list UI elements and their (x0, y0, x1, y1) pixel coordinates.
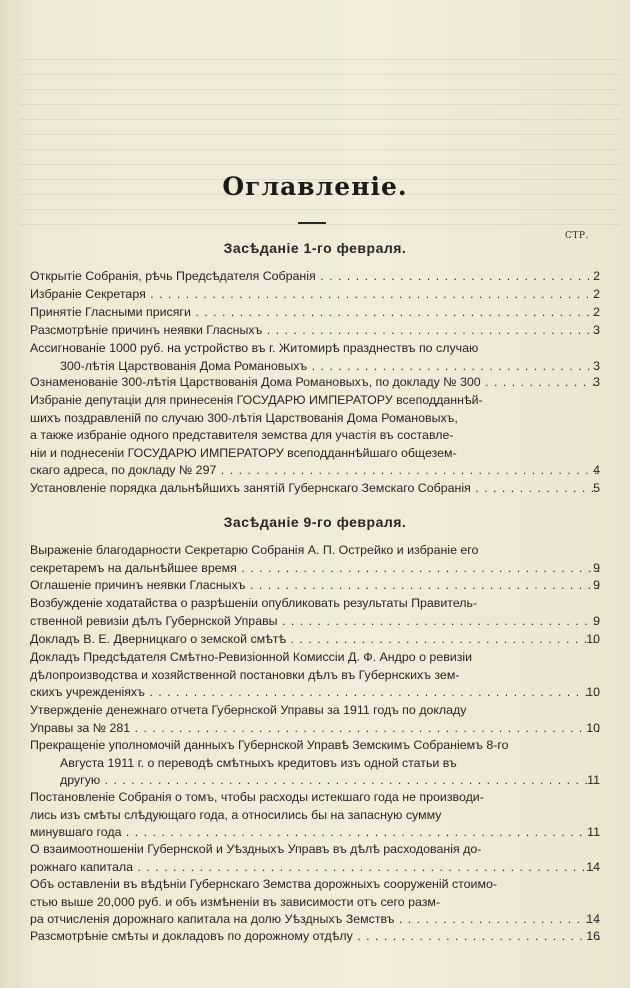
toc-entry-text: Управы за № 281 (30, 720, 131, 735)
toc-entry-text: Открытiе Собранiя, рѣчь Предсѣдателя Собранiя (30, 269, 316, 283)
toc-page-number: 3 (593, 323, 600, 337)
toc-entry-text: рожнаго капитала (30, 859, 134, 874)
toc-entry (30, 631, 600, 649)
toc-entry (30, 595, 600, 630)
toc-entry-text: 300-лѣтiя Царствованiя Дома Романовыхъ (60, 358, 308, 373)
toc-entry (30, 841, 600, 876)
toc-entry (30, 340, 600, 375)
toc-entry-text: Прекращенiе уполномочiй данныхъ Губернской Управѣ Земскимъ Собранiемъ 8-го (30, 738, 509, 752)
toc-page-number: 11 (587, 773, 600, 787)
toc-entry-text: минувшаго года (30, 825, 122, 839)
toc-entry (30, 480, 600, 498)
show-through-text (20, 45, 620, 235)
toc-entry (30, 702, 600, 737)
toc-entry-text: секретаремъ на дальнѣйшее время (30, 560, 237, 575)
toc-page-number: 3 (593, 375, 600, 389)
toc-entry-text: дѣлопроизводства и хозяйственной постановки дѣлъ въ Губернскихъ зем- (30, 667, 460, 682)
toc-page-number: 2 (593, 287, 600, 301)
toc-page-number: 10 (586, 720, 600, 735)
toc-entry (30, 286, 600, 304)
toc-entry (30, 304, 600, 322)
toc-page-number: 14 (586, 859, 600, 874)
toc-entry (30, 737, 600, 790)
toc-entry (30, 876, 600, 929)
toc-entry-text: лись изъ смѣты слѣдующаго года, а относились бы на запасную сумму (30, 807, 442, 822)
toc-page-number: 10 (586, 632, 600, 646)
page-title: Оглавленiе. (222, 172, 408, 201)
toc-page-number: 3 (593, 358, 600, 373)
toc-entry-text: Объ оставленiи въ вѣдѣнiи Губернскаго Земства дорожныхъ сооруженiй стоимо- (30, 877, 498, 891)
toc-entry (30, 322, 600, 340)
toc-entry-text: а также избранiе одного представителя земства для участiя въ составле- (30, 428, 454, 442)
toc-page-number: 11 (587, 825, 600, 839)
toc-entry (30, 649, 600, 702)
toc-entry-text: О взаимоотношенiи Губернской и Уѣздныхъ Управъ въ дѣлѣ расходованiя до- (30, 842, 482, 856)
toc-page-number: 14 (586, 912, 600, 926)
toc-entry (30, 577, 600, 595)
toc-page-number: 16 (586, 929, 600, 943)
toc-page-number: 9 (593, 560, 600, 575)
toc-entry-text: стью выше 20,000 руб. и объ измѣненiи въ зависимости отъ сего разм- (30, 894, 441, 909)
toc-page-number: 2 (593, 305, 600, 319)
toc-page-number: 5 (593, 481, 600, 495)
toc-page-number: 9 (593, 613, 600, 628)
toc-entry-text: Установленiе порядка дальнѣйшихъ занятiй Губернскаго Земскаго Собранiя (30, 481, 471, 495)
toc-entry-text: нiи и поднесенiи ГОСУДАРЮ ИМПЕРАТОРУ всеподданнѣйшаго общезем- (30, 445, 457, 460)
toc-entry-text: Утвержденiе денежнаго отчета Губернской Управы за 1911 годъ по докладу (30, 703, 467, 717)
section-heading: Засѣданiе 1-го февраля. (223, 240, 407, 256)
toc-entry (30, 542, 600, 577)
toc-entry-text: шихъ поздравленiй по случаю 300-лѣтiя Царствованiя Дома Романовыхъ, (30, 410, 458, 425)
toc-page-number: 4 (593, 463, 600, 477)
toc-entry (30, 392, 600, 480)
toc-entry-text: другую (60, 773, 101, 787)
toc-entry (30, 374, 600, 392)
toc-entry-text: ра отчисленiя дорожнаго капитала на долю Уѣздныхъ Земствъ (30, 912, 395, 926)
toc-entry-text: Избранiе депутацiи для принесенiя ГОСУДАРЮ ИМПЕРАТОРУ всеподданнѣй- (30, 393, 483, 407)
toc-entry-text: Принятiе Гласными присяги (30, 305, 191, 319)
toc-entry-text: скаго адреса, по докладу № 297 (30, 463, 217, 477)
toc-entry-text: Постановленiе Собранiя о томъ, чтобы расходы истекшаго года не производи- (30, 790, 484, 804)
toc-entry-text: Разсмотрѣнiе смѣты и докладовъ по дорожному отдѣлу (30, 929, 353, 943)
toc-entry (30, 268, 600, 286)
toc-entry-text: Докладъ Предсѣдателя Смѣтно-Ревизiонной Комиссiи Д. Ф. Андро о ревизiи (30, 650, 473, 664)
toc-entry (30, 928, 600, 946)
toc-entry-text: Оглашенiе причинъ неявки Гласныхъ (30, 578, 246, 592)
toc-entry-text: Ознаменованiе 300-лѣтiя Царствованiя Дома Романовыхъ, по докладу № 300 (30, 375, 481, 389)
toc-entry-text: Разсмотрѣнiе причинъ неявки Гласныхъ (30, 323, 263, 337)
toc-page-number: 2 (593, 269, 600, 283)
toc-page-number: 9 (593, 578, 600, 592)
title-divider (298, 222, 326, 224)
toc-entry-text: Избранiе Секретаря (30, 287, 146, 301)
toc-entry-text: Возбужденiе ходатайства о разрѣшенiи опубликовать результаты Правитель- (30, 596, 478, 610)
toc-entry-text: ственной ревизiи дѣлъ Губернской Управы (30, 613, 278, 628)
toc-entry-text: Выраженiе благодарности Секретарю Собранiя А. П. Острейко и избранiе его (30, 543, 479, 557)
section-heading: Засѣданiе 9-го февраля. (223, 514, 407, 530)
toc-entry-text: Докладъ В. Е. Дверницкаго о земской смѣтѣ (30, 632, 287, 646)
toc-page-number: 10 (586, 685, 600, 699)
toc-entry (30, 789, 600, 842)
toc-entry-text: скихъ учрежденiяхъ (30, 685, 145, 699)
page-column-label: СТР. (565, 231, 589, 241)
toc-entry-text: Ассигнованiе 1000 руб. на устройство въ г. Житомирѣ празднествъ по случаю (30, 341, 479, 355)
toc-entry-text: Августа 1911 г. о переводѣ смѣтныхъ кредитовъ изъ одной статьи въ (60, 755, 457, 770)
